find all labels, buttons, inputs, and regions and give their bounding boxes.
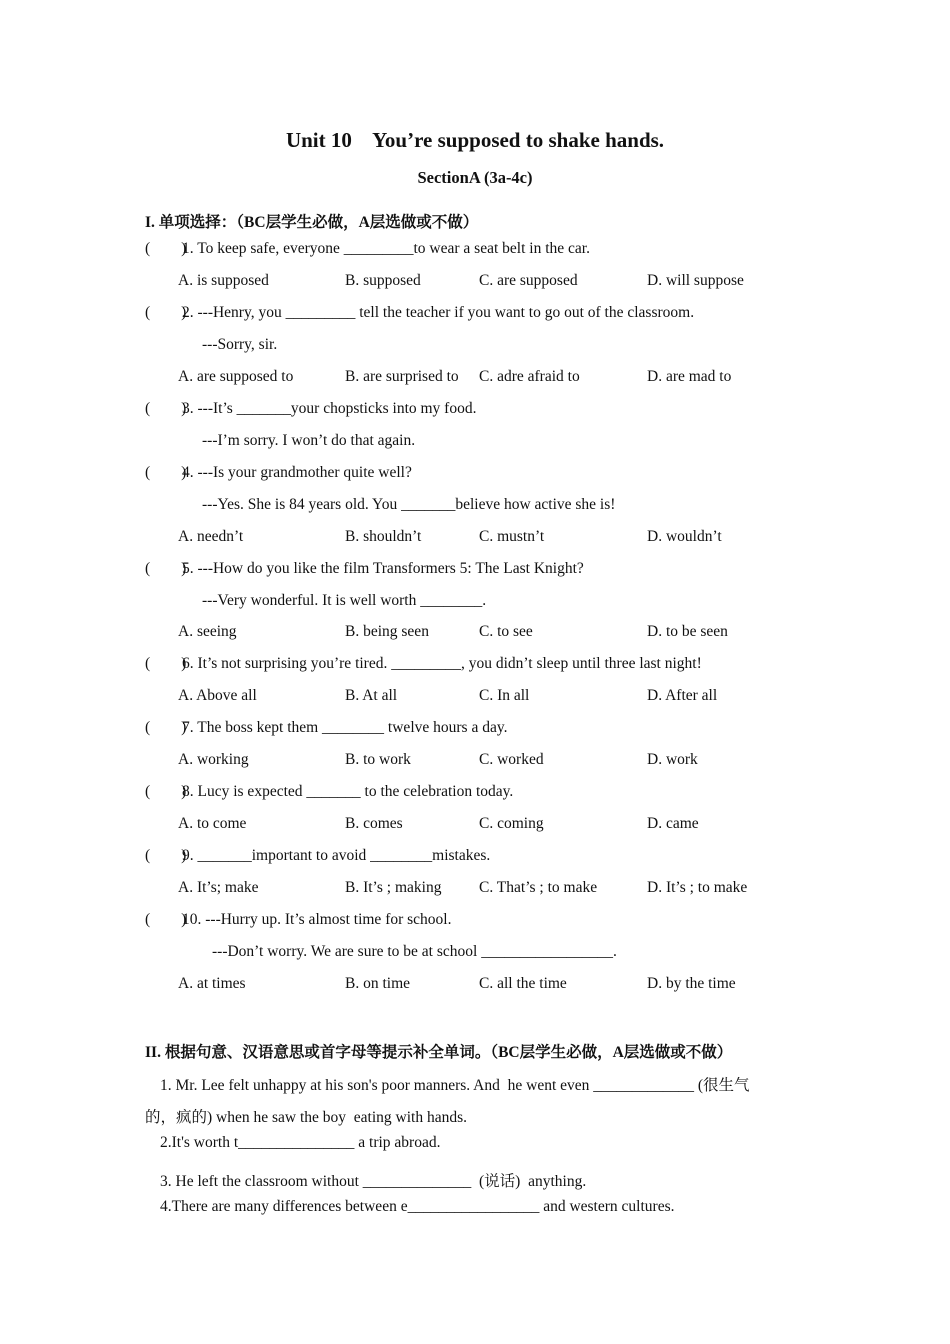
- option-a: A. Above all: [178, 687, 257, 704]
- option-b: B. are surprised to: [345, 368, 459, 385]
- option-a: A. to come: [178, 815, 247, 832]
- option-b: B. on time: [345, 975, 411, 992]
- fill-item-continued: 的，疯的) when he saw the boy eating with hands.: [145, 1109, 467, 1126]
- option-b: B. At all: [345, 687, 398, 704]
- question-stem: 5. ---How do you like the film Transformers 5: The Last Knight?: [182, 560, 584, 577]
- option-d: D. wouldn’t: [647, 528, 722, 545]
- question-stem: 2. ---Henry, you _________ tell the teacher if you want to go out of the classroom.: [182, 304, 695, 321]
- option-a: A. seeing: [178, 623, 237, 640]
- option-a: A. needn’t: [178, 528, 244, 545]
- option-a: A. working: [178, 751, 249, 768]
- answer-blank: ( ): [145, 304, 187, 321]
- fill-item: 2.It's worth t_______________ a trip abroad.: [160, 1134, 441, 1151]
- question-stem: 3. ---It’s _______your chopsticks into my food.: [182, 400, 477, 417]
- answer-blank: ( ): [145, 464, 187, 481]
- question-reply: ---I’m sorry. I won’t do that again.: [202, 432, 416, 449]
- answer-blank: ( ): [145, 847, 187, 864]
- question-stem: 10. ---Hurry up. It’s almost time for school.: [182, 911, 452, 928]
- page-title: Unit 10 You’re supposed to shake hands.: [285, 128, 665, 152]
- option-d: D. came: [647, 815, 699, 832]
- question-stem: 7. The boss kept them ________ twelve hours a day.: [182, 719, 508, 736]
- question-reply: ---Yes. She is 84 years old. You _______believe how active she is!: [202, 496, 616, 513]
- option-b: B. It’s ; making: [345, 879, 442, 896]
- answer-blank: ( ): [145, 783, 187, 800]
- option-a: A. at times: [178, 975, 246, 992]
- answer-blank: ( ): [145, 655, 187, 672]
- answer-blank: ( ): [145, 911, 187, 928]
- fill-item: 3. He left the classroom without ______________ (说话) anything.: [160, 1173, 587, 1190]
- option-c: C. That’s ; to make: [479, 879, 598, 896]
- answer-blank: ( ): [145, 400, 187, 417]
- option-c: C. all the time: [479, 975, 567, 992]
- option-c: C. coming: [479, 815, 544, 832]
- option-d: D. will suppose: [647, 272, 744, 289]
- question-reply: ---Don’t worry. We are sure to be at school _________________.: [212, 943, 617, 960]
- option-a: A. It’s; make: [178, 879, 259, 896]
- option-d: D. After all: [647, 687, 718, 704]
- option-b: B. to work: [345, 751, 411, 768]
- option-c: C. worked: [479, 751, 544, 768]
- question-reply: ---Very wonderful. It is well worth ________.: [202, 592, 487, 609]
- question-reply: ---Sorry, sir.: [202, 336, 278, 353]
- option-a: A. is supposed: [178, 272, 269, 289]
- page-subtitle: SectionA (3a-4c): [417, 168, 533, 187]
- answer-blank: ( ): [145, 719, 187, 736]
- option-d: D. work: [647, 751, 698, 768]
- option-d: D. to be seen: [647, 623, 728, 640]
- option-d: D. It’s ; to make: [647, 879, 748, 896]
- option-b: B. supposed: [345, 272, 421, 289]
- answer-blank: ( ): [145, 560, 187, 577]
- part2-heading: II. 根据句意、汉语意思或首字母等提示补全单词。（BC层学生必做，A层选做或不做）: [145, 1044, 733, 1061]
- option-d: D. are mad to: [647, 368, 732, 385]
- question-stem: 4. ---Is your grandmother quite well?: [182, 464, 412, 481]
- fill-item: 1. Mr. Lee felt unhappy at his son's poor manners. And he went even _____________ (很生气: [160, 1077, 750, 1094]
- option-c: C. adre afraid to: [479, 368, 580, 385]
- fill-item: 4.There are many differences between e_________________ and western cultures.: [160, 1198, 675, 1215]
- question-stem: 9. _______important to avoid ________mistakes.: [182, 847, 491, 864]
- option-b: B. shouldn’t: [345, 528, 422, 545]
- part1-heading: I. 单项选择：（BC层学生必做，A层选做或不做）: [145, 214, 479, 231]
- option-a: A. are supposed to: [178, 368, 294, 385]
- answer-blank: ( ): [145, 240, 187, 257]
- question-stem: 6. It’s not surprising you’re tired. _________, you didn’t sleep until three last night!: [182, 655, 702, 672]
- option-c: C. to see: [479, 623, 533, 640]
- option-c: C. mustn’t: [479, 528, 545, 545]
- question-stem: 8. Lucy is expected _______ to the celebration today.: [182, 783, 514, 800]
- option-b: B. being seen: [345, 623, 429, 640]
- option-c: C. In all: [479, 687, 530, 704]
- option-d: D. by the time: [647, 975, 736, 992]
- question-stem: 1. To keep safe, everyone _________to wear a seat belt in the car.: [182, 240, 590, 257]
- option-b: B. comes: [345, 815, 403, 832]
- option-c: C. are supposed: [479, 272, 578, 289]
